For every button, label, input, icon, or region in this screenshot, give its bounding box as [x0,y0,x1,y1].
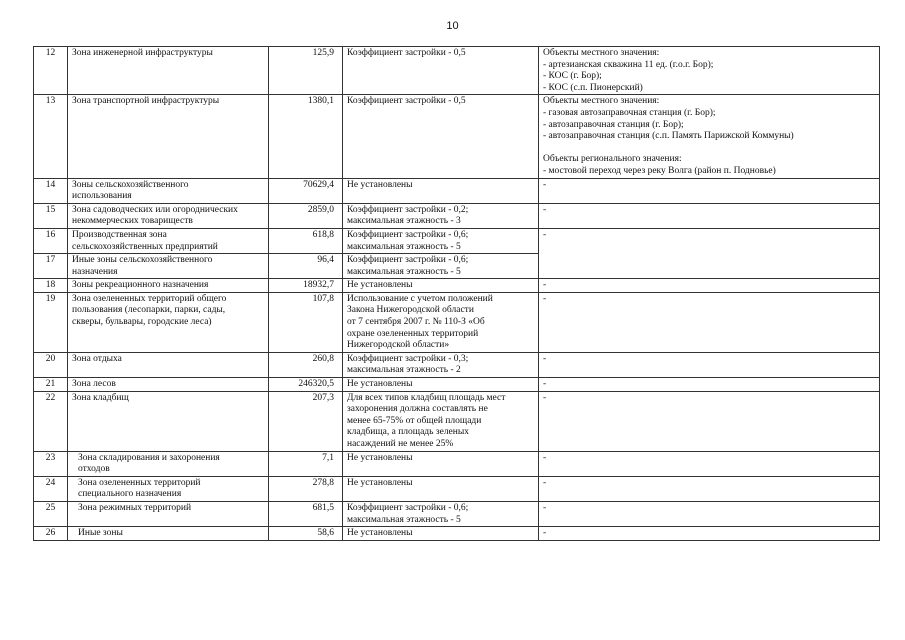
table-row [34,451,880,476]
zone-objects [539,352,880,377]
blank-line [543,143,875,155]
zone-area: 107,8 [269,292,343,352]
text-line: Коэффициент застройки - 0,6; [347,229,469,240]
text-line: Не установлены [347,477,413,488]
zone-parameters [343,228,539,253]
text-line: - [543,477,547,488]
text-line: Не установлены [347,528,413,539]
table-row [34,391,880,451]
row-number: 13 [34,95,68,178]
zone-area: 278,8 [269,476,343,501]
row-number: 19 [34,292,68,352]
text-line: менее 65-75% от общей площади [347,415,482,426]
text-line: Коэффициент застройки - 0,6; [347,502,469,513]
table-row [34,95,880,178]
text-line: Коэффициент застройки - 0,5 [347,48,466,58]
text-line: от 7 сентября 2007 г. № 110-З «Об [347,317,485,328]
zone-objects [539,378,880,392]
zone-area: 2859,0 [269,203,343,228]
table-row [34,203,880,228]
text-line: - [543,280,547,291]
text-line: Зона озелененных территорий [78,477,201,488]
text-line: Зона складирования и захоронения [78,452,220,463]
zone-parameters [343,527,539,541]
text-line: - [543,204,547,215]
text-line: пользования (лесопарки, парки, сады, [72,305,226,316]
text-line: максимальная этажность - 5 [347,514,461,525]
text-line: кладбища, а площадь зеленых [347,427,469,438]
zone-name [68,352,269,377]
zone-area: 7,1 [269,451,343,476]
row-number: 24 [34,476,68,501]
text-line: Зона режимных территорий [78,502,192,513]
zone-objects [539,228,880,278]
zone-area: 96,4 [269,254,343,279]
zone-parameters [343,451,539,476]
zone-parameters [343,352,539,377]
zone-area: 18932,7 [269,279,343,293]
text-line: Иные зоны сельскохозяйственного [72,255,213,266]
text-line: - [543,452,547,463]
row-number: 26 [34,527,68,541]
zone-area: 207,3 [269,391,343,451]
zone-objects [539,476,880,501]
text-line: - КОС (г. Бор); [543,71,602,82]
zone-area: 246320,5 [269,378,343,392]
text-line: Иные зоны [78,528,123,539]
table-row [34,178,880,203]
zone-area: 260,8 [269,352,343,377]
zone-area: 70629,4 [269,178,343,203]
table-row [34,47,880,95]
text-line: насаждений не менее 25% [347,439,454,449]
zone-area: 58,6 [269,527,343,541]
text-line: - [543,528,547,539]
page-number: 10 [446,20,459,32]
text-line: Не установлены [347,452,413,463]
text-line: - [543,379,547,390]
zone-objects [539,391,880,451]
text-line: Зона лесов [72,379,116,390]
text-line: скверы, бульвары, городские леса) [72,317,212,328]
text-line: Не установлены [347,280,413,291]
text-line: - КОС (с.п. Пионерский) [543,82,643,93]
zone-name [68,279,269,293]
zone-name [68,203,269,228]
zone-parameters [343,378,539,392]
text-line: Не установлены [347,379,413,390]
zone-parameters [343,292,539,352]
zone-parameters [343,476,539,501]
text-line: Нижегородской области» [347,340,450,351]
text-line: - [543,179,547,190]
text-line: Объекты местного значения: [543,96,660,107]
zone-name [68,451,269,476]
text-line: - автозаправочная станция (г. Бор); [543,119,684,130]
text-line: некоммерческих товариществ [72,216,193,227]
row-number: 15 [34,203,68,228]
text-line: - [543,293,547,304]
text-line: захоронения должна составлять не [347,404,488,415]
zone-objects [539,501,880,526]
text-line: - [543,392,547,403]
text-line: Закона Нижегородской области [347,305,474,316]
text-line: - [543,229,547,240]
zone-objects [539,527,880,541]
text-line: отходов [78,464,110,475]
zone-name [68,378,269,392]
zone-objects [539,279,880,293]
zone-name [68,254,269,279]
table-row [34,476,880,501]
text-line: Производственная зона [72,229,167,240]
table-row [34,228,880,253]
text-line: максимальная этажность - 2 [347,365,461,376]
zone-parameters [343,279,539,293]
zone-name [68,501,269,526]
zone-area: 618,8 [269,228,343,253]
zone-parameters [343,178,539,203]
text-line: - мостовой переход через реку Волга (район п. Подновье) [543,165,776,176]
zone-parameters [343,47,539,95]
text-line: назначения [72,266,118,277]
zone-name [68,476,269,501]
zone-area: 681,5 [269,501,343,526]
zone-objects [539,178,880,203]
text-line: Объекты местного значения: [543,48,660,58]
text-line: Зона кладбищ [72,392,129,403]
text-line: - [543,353,547,364]
row-number: 21 [34,378,68,392]
text-line: Объекты регионального значения: [543,154,682,165]
table-row [34,501,880,526]
text-line: - [543,502,547,513]
zone-name [68,95,269,178]
text-line: Зоны рекреационного назначения [72,280,209,291]
text-line: - артезианская скважина 11 ед. (г.о.г. Бор); [543,59,714,70]
row-number: 25 [34,501,68,526]
table-row [34,279,880,293]
text-line: специального назначения [78,489,182,500]
text-line: максимальная этажность - 3 [347,216,461,227]
zones-table [33,46,880,541]
table-row [34,378,880,392]
text-line: Зона садоводческих или огороднических [72,204,238,215]
text-line: Коэффициент застройки - 0,6; [347,255,469,266]
text-line: - автозаправочная станция (с.п. Память Парижской Коммуны) [543,131,794,142]
zone-name [68,47,269,95]
row-number: 16 [34,228,68,253]
zone-parameters [343,203,539,228]
text-line: Зона озелененных территорий общего [72,293,227,304]
text-line: Коэффициент застройки - 0,2; [347,204,469,215]
zone-objects [539,292,880,352]
zone-parameters [343,254,539,279]
zone-name [68,292,269,352]
table-row [34,292,880,352]
text-line: Зона отдыха [72,353,122,364]
text-line: максимальная этажность - 5 [347,241,461,252]
zone-objects [539,203,880,228]
table-row [34,352,880,377]
text-line: Не установлены [347,179,413,190]
text-line: - газовая автозаправочная станция (г. Бор); [543,107,716,118]
text-line: сельскохозяйственных предприятий [72,241,218,252]
row-number: 20 [34,352,68,377]
zone-name [68,178,269,203]
zone-name [68,527,269,541]
table-row [34,527,880,541]
text-line: Коэффициент застройки - 0,3; [347,353,469,364]
zone-objects [539,95,880,178]
zone-parameters [343,501,539,526]
text-line: использования [72,191,132,202]
row-number: 18 [34,279,68,293]
row-number: 22 [34,391,68,451]
zone-name [68,391,269,451]
zone-objects [539,451,880,476]
zone-parameters [343,95,539,178]
zone-name [68,228,269,253]
text-line: Для всех типов кладбищ площадь мест [347,392,506,403]
zone-area: 1380,1 [269,95,343,178]
zone-parameters [343,391,539,451]
row-number: 23 [34,451,68,476]
row-number: 17 [34,254,68,279]
text-line: Зона инженерной инфраструктуры [72,48,213,58]
text-line: Зона транспортной инфраструктуры [72,96,220,107]
text-line: максимальная этажность - 5 [347,266,461,277]
zone-area: 125,9 [269,47,343,95]
text-line: Зоны сельскохозяйственного [72,179,189,190]
row-number: 12 [34,47,68,95]
row-number: 14 [34,178,68,203]
text-line: охране озелененных территорий [347,328,479,339]
text-line: Использование с учетом положений [347,293,493,304]
zone-objects [539,47,880,95]
text-line: Коэффициент застройки - 0,5 [347,96,466,107]
